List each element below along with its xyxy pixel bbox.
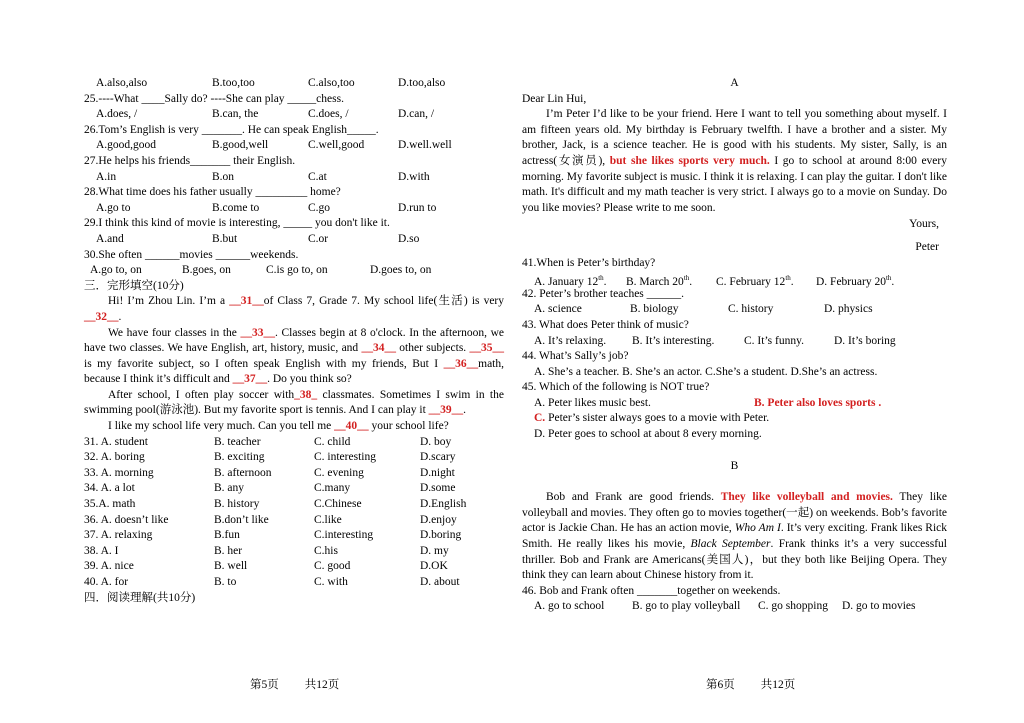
cloze-text: of Class 7, Grade 7. My school life(生活) is very xyxy=(263,295,505,308)
option: D. boy xyxy=(420,435,452,448)
option: B.come to xyxy=(212,201,260,214)
q46-options xyxy=(522,599,947,615)
question-26: 26.Tom’s English is very _______. He can speak English_____. xyxy=(84,123,379,136)
option: B. her xyxy=(214,544,243,557)
cloze-option-row xyxy=(84,559,504,575)
option: D.well.well xyxy=(398,139,452,152)
option: D.so xyxy=(398,232,420,245)
option: C.also,too xyxy=(308,77,355,89)
option: B. biology xyxy=(630,303,679,316)
passage-text: They like volleyball and movies. They often go to movies together(一起) on weekends. Bob’s favorite actor is Jackie Chan. He has an action movie, xyxy=(522,491,947,535)
option: A.also,also xyxy=(96,77,148,89)
option: B.but xyxy=(212,232,238,245)
option: 34. A. a lot xyxy=(84,482,135,495)
option: C.many xyxy=(314,482,351,495)
cloze-option-row xyxy=(84,544,504,560)
blank-39: __39__ xyxy=(428,404,464,417)
passage-b-label: B xyxy=(730,459,739,472)
option: D.boring xyxy=(420,529,462,542)
option: D. February 20th. xyxy=(816,274,895,288)
blank-33: __33__ xyxy=(240,326,275,339)
option: D.scary xyxy=(420,451,456,464)
option: B.don’t like xyxy=(214,513,269,526)
option: D.can, / xyxy=(398,108,435,121)
q44-options: A. She’s a teacher. B. She’s an actor. C.She’s a student. D.She’s an actress. xyxy=(534,365,878,378)
question-27: 27.He helps his friends_______ their English. xyxy=(84,154,296,167)
option: B.fun xyxy=(214,529,240,542)
page-number: 第6页 xyxy=(706,679,735,691)
cloze-text: other subjects. xyxy=(395,342,470,355)
option: B. It’s interesting. xyxy=(632,334,715,347)
option: A. Peter likes music best. xyxy=(534,396,651,409)
passage-text: Bob and Frank are good friends. xyxy=(546,491,721,504)
option: B. teacher xyxy=(214,435,261,448)
option: A. science xyxy=(534,303,582,316)
left-page xyxy=(84,76,504,606)
cloze-text: . xyxy=(463,404,467,417)
cloze-text: . Classes begin at 8 o'clock. In the afternoon, we have two classes. We have English, art, history, music, and xyxy=(84,326,504,355)
option: A. It’s relaxing. xyxy=(534,334,607,347)
option: 33. A. morning xyxy=(84,466,154,479)
passage-b-body xyxy=(522,490,947,584)
option: C. history xyxy=(728,303,774,316)
option-highlight: B. Peter also loves sports . xyxy=(754,396,882,409)
option: C. with xyxy=(314,576,348,588)
section-4-title: 四．阅读理解(共10分) xyxy=(84,591,196,604)
page-total: 共12页 xyxy=(760,679,796,691)
option: B. afternoon xyxy=(214,466,272,479)
movie-title: Who Am I xyxy=(734,522,781,535)
cloze-option-row xyxy=(84,575,504,591)
option: C. interesting xyxy=(314,451,376,464)
q41-options xyxy=(522,271,947,287)
blank-31: __31__ xyxy=(229,295,264,308)
option: C.like xyxy=(314,513,342,526)
option: D.too,also xyxy=(398,77,446,89)
page-number: 第5页 xyxy=(250,679,279,691)
option: A. January 12th. xyxy=(534,274,607,288)
question-43: 43. What does Peter think of music? xyxy=(522,318,689,331)
option: D.OK xyxy=(420,560,448,573)
option: D.with xyxy=(398,170,430,183)
option: C.at xyxy=(308,170,327,183)
option: C. go shopping xyxy=(758,600,828,613)
question-42: 42. Peter’s brother teaches ______. xyxy=(522,287,685,300)
cloze-paragraph-1 xyxy=(84,294,504,325)
option: A.and xyxy=(96,232,124,245)
option: 32. A. boring xyxy=(84,451,145,464)
highlight-text: but she likes sports very much. xyxy=(609,154,770,167)
option: 40. A. for xyxy=(84,576,129,588)
q30-options xyxy=(84,263,504,279)
option: B. any xyxy=(214,482,245,495)
option: C.his xyxy=(314,544,338,557)
cloze-options xyxy=(84,435,504,591)
option: A. go to school xyxy=(534,600,605,613)
option: 35.A. math xyxy=(84,498,136,511)
cloze-text: your school life? xyxy=(368,420,449,433)
option: C.well,good xyxy=(308,139,365,152)
option: C.Chinese xyxy=(314,498,362,511)
blank-36: __36__ xyxy=(443,357,479,370)
blank-37: __37__ xyxy=(232,373,268,386)
cloze-text: math, because I think it’s difficult and xyxy=(84,357,504,386)
q29-options xyxy=(84,232,504,248)
cloze-option-row xyxy=(84,481,504,497)
question-29: 29.I think this kind of movie is interesting, _____ you don't like it. xyxy=(84,217,390,230)
q45-option-c xyxy=(522,411,947,427)
cloze-option-row xyxy=(84,513,504,529)
q45-options-ab xyxy=(522,396,947,412)
q43-options xyxy=(522,334,947,350)
letter-text: I go to school at around 8:00 every morning. My favorite subject is music. I think it is relaxing. I can play the guitar. I don't like math. It's difficult and my math teacher is very strict. I always go to a movie on Sunday. Do you like movies? Please write to me soon. xyxy=(522,154,947,214)
movie-title: Black September xyxy=(690,538,771,551)
question-28: 28.What time does his father usually _________ home? xyxy=(84,186,341,199)
question-25: 25.----What ____Sally do? ----She can play _____chess. xyxy=(84,92,344,105)
section-3-title: 三．完形填空(10分) xyxy=(84,279,184,292)
option: D.some xyxy=(420,482,456,495)
cloze-paragraph-4 xyxy=(84,419,504,435)
question-46: 46. Bob and Frank often _______together on weekends. xyxy=(522,584,781,597)
option: B. to xyxy=(214,576,237,588)
q25-options xyxy=(84,107,504,123)
cloze-text: classmates. Sometimes I swim in the swimming pool(游泳池). But my favorite sport is tennis. And I can play it xyxy=(84,388,504,417)
option: D. It’s boring xyxy=(834,334,896,347)
blank-40: __40__ xyxy=(334,420,369,433)
cloze-paragraph-3 xyxy=(84,388,504,419)
option: A.in xyxy=(96,170,117,183)
cloze-text: . xyxy=(118,310,122,323)
option: 36. A. doesn’t like xyxy=(84,513,169,526)
q45-option-d: D. Peter goes to school at about 8 every morning. xyxy=(534,428,762,441)
q27-options xyxy=(84,170,504,186)
cloze-text: Hi! I’m Zhou Lin. I’m a xyxy=(108,295,230,308)
cloze-paragraph-2 xyxy=(84,326,504,388)
option: C. good xyxy=(314,560,351,573)
option: 39. A. nice xyxy=(84,560,134,573)
option: D.run to xyxy=(398,201,437,214)
blank-32: __32__ xyxy=(84,310,119,323)
blank-34: __34__ xyxy=(361,342,396,355)
option: B. go to play volleyball xyxy=(632,600,741,613)
q24-options xyxy=(84,76,504,92)
question-41: 41.When is Peter’s birthday? xyxy=(522,256,656,269)
blank-35: __35__ xyxy=(469,342,504,355)
option-text: Peter’s sister always goes to a movie with Peter. xyxy=(545,412,770,425)
passage-text: . Frank thinks it’s a very successful thriller. Bob and Frank are Americans(美国人)，but they both like Beijing Opera. They think they can learn about Chinese history from it. xyxy=(522,538,947,582)
option: D.night xyxy=(420,466,455,479)
question-45: 45. Which of the following is NOT true? xyxy=(522,381,710,394)
option: D. go to movies xyxy=(842,600,916,613)
q26-options xyxy=(84,138,504,154)
option: B. March 20th. xyxy=(626,274,693,288)
letter-text: I’m Peter I’d like to be your friend. Here I want to tell you something about myself. I am fifteen years old. My birthday is February twelfth. I have a brother and a sister. My brother, Jack, is a science teacher. He is good with his students. My sister, Sally, is an actress(女演员), xyxy=(522,108,947,167)
option: C.is go to, on xyxy=(266,264,328,277)
option: B. history xyxy=(214,498,260,511)
cloze-option-row xyxy=(84,528,504,544)
option: A.good,good xyxy=(96,139,157,152)
option: A.does, / xyxy=(96,108,138,121)
option: D. about xyxy=(420,576,460,588)
option: C. evening xyxy=(314,466,364,479)
option: D. physics xyxy=(824,303,873,316)
letter-closing: Yours, xyxy=(909,218,939,231)
q42-options xyxy=(522,302,947,318)
left-footer xyxy=(250,676,365,692)
option: B.goes, on xyxy=(182,264,231,277)
option: 31. A. student xyxy=(84,435,148,448)
option: C. It’s funny. xyxy=(744,334,804,347)
option: D. my xyxy=(420,544,449,557)
cloze-option-row xyxy=(84,497,504,513)
passage-text: . It’s very exciting. Frank likes Rick Smith. He really likes his movie, xyxy=(522,522,948,551)
option: D.English xyxy=(420,498,467,511)
cloze-text: is my favorite subject, so I often speak English with my friends, But I xyxy=(84,357,444,370)
option: D.enjoy xyxy=(420,513,457,526)
option: D.goes to, on xyxy=(370,264,432,277)
letter-greeting: Dear Lin Hui, xyxy=(522,92,587,105)
option: C.or xyxy=(308,232,329,245)
cloze-option-row xyxy=(84,450,504,466)
option: C. child xyxy=(314,435,351,448)
option: 37. A. relaxing xyxy=(84,529,153,542)
question-44: 44. What’s Sally’s job? xyxy=(522,350,629,363)
option: B.good,well xyxy=(212,139,269,152)
cloze-option-row xyxy=(84,466,504,482)
option: 38. A. I xyxy=(84,544,119,557)
option: B. exciting xyxy=(214,451,265,464)
letter-body xyxy=(522,107,947,216)
option: C.interesting xyxy=(314,529,374,542)
option-marker: C. xyxy=(534,412,546,425)
cloze-text: We have four classes in the xyxy=(108,326,241,339)
option: B.can, the xyxy=(212,108,259,121)
q28-options xyxy=(84,201,504,217)
option: C. February 12th. xyxy=(716,274,794,288)
option: B.on xyxy=(212,170,235,183)
cloze-option-row xyxy=(84,435,504,451)
option: C.does, / xyxy=(308,108,349,121)
passage-a-label: A xyxy=(730,77,739,89)
right-page xyxy=(522,76,947,615)
cloze-text: After school, I often play soccer with xyxy=(108,388,295,401)
highlight-text: They like volleyball and movies. xyxy=(720,491,893,504)
option: A.go to, on xyxy=(90,264,142,277)
option: C.go xyxy=(308,201,331,214)
option: A.go to xyxy=(96,201,131,214)
right-footer xyxy=(706,676,821,692)
page-total: 共12页 xyxy=(304,679,340,691)
blank-38: _38_ xyxy=(294,388,318,401)
cloze-text: . Do you think so? xyxy=(267,373,352,386)
letter-signature: Peter xyxy=(915,240,939,253)
cloze-text: I like my school life very much. Can you tell me xyxy=(108,420,335,433)
question-30: 30.She often ______movies ______weekends. xyxy=(84,248,299,261)
option: B. well xyxy=(214,560,248,573)
option: B.too,too xyxy=(212,77,255,89)
